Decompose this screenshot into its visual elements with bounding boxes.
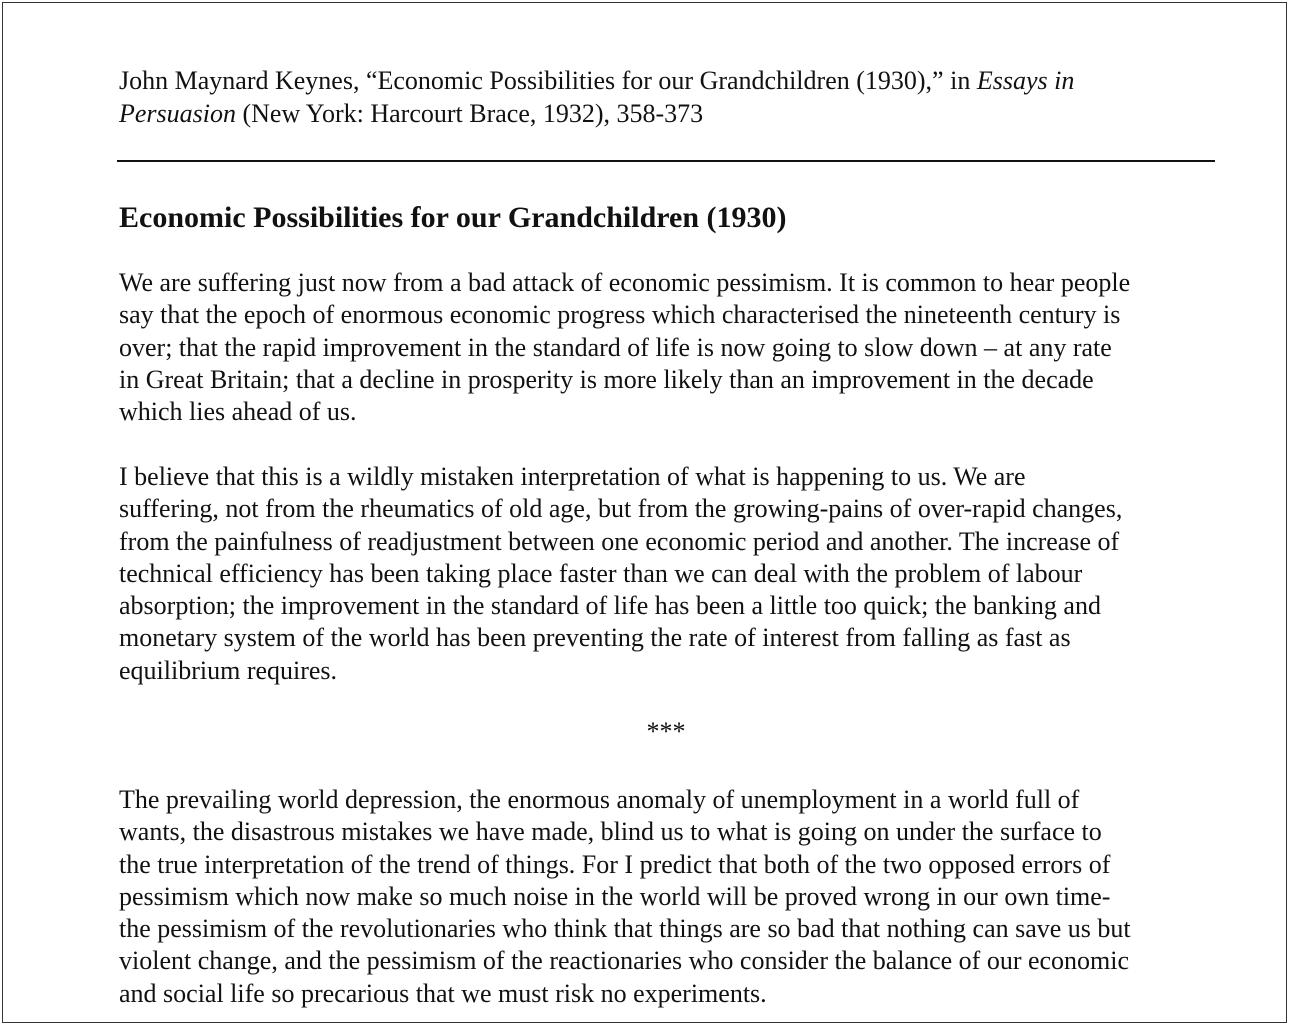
- paragraph-line: pessimism which now make so much noise in the world will be proved wrong in our own time-: [119, 881, 1111, 911]
- paragraph-line: absorption; the improvement in the standard of life has been a little too quick; the banking and: [119, 591, 1101, 621]
- citation-book-title-part2: Persuasion: [119, 98, 236, 128]
- paragraph-line: violent change, and the pessimism of the reactionaries who consider the balance of our economic: [119, 946, 1130, 976]
- paragraph-line: the pessimism of the revolutionaries who think that things are so bad that nothing can save us but: [119, 914, 1131, 944]
- paragraph-line: I believe that this is a wildly mistaken interpretation of what is happening to us. We are: [119, 462, 1026, 491]
- citation-connector: in: [943, 66, 977, 95]
- paragraph-line: equilibrium requires.: [119, 655, 338, 685]
- paragraph-line: say that the epoch of enormous economic progress which characterised the nineteenth century is: [119, 300, 1121, 330]
- paragraph-line: which lies ahead of us.: [119, 397, 357, 427]
- citation-book-title-part1: Essays in: [976, 66, 1075, 95]
- paragraph-3: [119, 784, 1215, 1010]
- paragraph-2: [119, 461, 1215, 687]
- document-page: [2, 2, 1287, 1023]
- paragraph-line: The prevailing world depression, the enormous anomaly of unemployment in a world full of: [119, 785, 1080, 814]
- paragraph-line: technical efficiency has been taking place faster than we can deal with the problem of labour: [119, 558, 1083, 588]
- citation-author: John Maynard Keynes,: [119, 66, 366, 95]
- citation-essay-title: “Economic Possibilities for our Grandchildren (1930),”: [365, 66, 944, 95]
- paragraph-line: and social life so precarious that we must risk no experiments.: [119, 978, 767, 1008]
- paragraph-line: from the painfulness of readjustment between one economic period and another. The increase of: [119, 526, 1120, 556]
- paragraph-1: [119, 267, 1215, 428]
- paragraph-line: over; that the rapid improvement in the standard of life is now going to slow down – at any rate: [119, 332, 1112, 362]
- paragraph-line: wants, the disastrous mistakes we have made, blind us to what is going on under the surface to: [119, 817, 1102, 847]
- paragraph-line: We are suffering just now from a bad attack of economic pessimism. It is common to hear people: [119, 268, 1131, 297]
- paragraph-line: the true interpretation of the trend of things. For I predict that both of the two opposed errors of: [119, 849, 1111, 879]
- essay-title: Economic Possibilities for our Grandchildren (1930): [119, 201, 787, 234]
- citation: [119, 65, 1213, 130]
- citation-publication: (New York: Harcourt Brace, 1932), 358-373: [236, 98, 704, 128]
- paragraph-line: suffering, not from the rheumatics of old age, but from the growing-pains of over-rapid changes,: [119, 494, 1123, 524]
- horizontal-rule: [117, 160, 1215, 162]
- paragraph-line: monetary system of the world has been preventing the rate of interest from falling as fast as: [119, 623, 1071, 653]
- section-separator: ***: [646, 717, 686, 746]
- paragraph-line: in Great Britain; that a decline in prosperity is more likely than an improvement in the decade: [119, 364, 1094, 394]
